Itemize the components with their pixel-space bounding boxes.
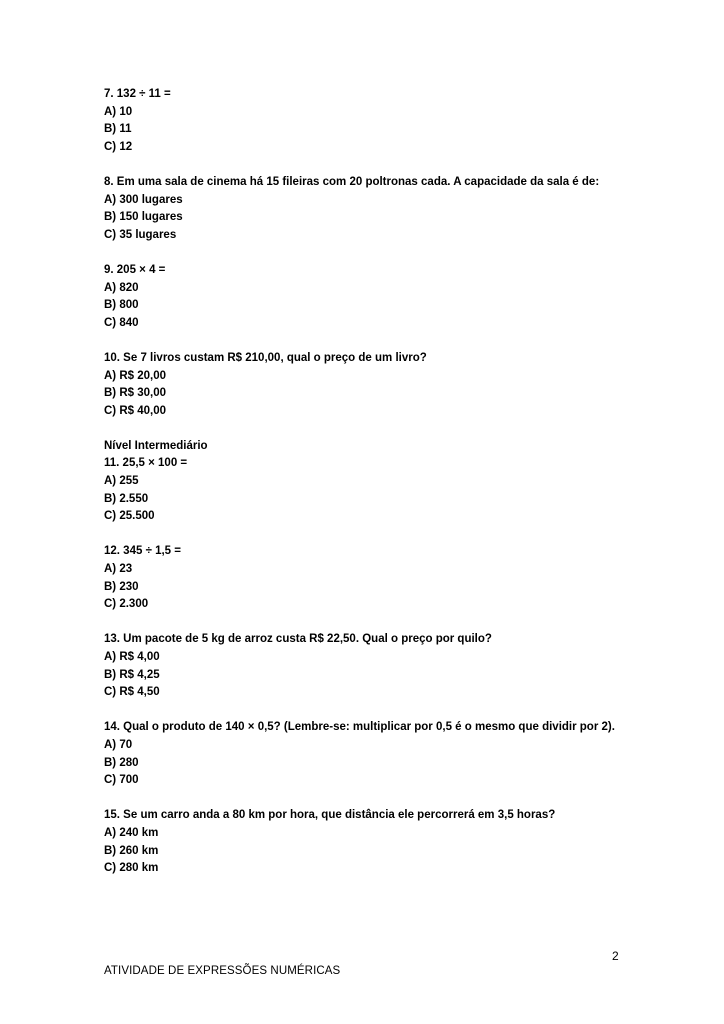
option-c: C) R$ 4,50 (104, 686, 160, 699)
option-b: B) 800 (104, 299, 139, 312)
option-b: B) 11 (104, 123, 132, 136)
option-c: C) R$ 40,00 (104, 404, 167, 417)
question-8 (104, 174, 624, 244)
question-stem: 15. Se um carro anda a 80 km por hora, que distância ele percorrerá em 3,5 horas? (104, 809, 556, 822)
option-c: C) 700 (104, 774, 139, 787)
option-b: B) 2.550 (104, 492, 149, 505)
page-footer: ATIVIDADE DE EXPRESSÕES NUMÉRICAS (104, 965, 341, 977)
option-c: C) 12 (104, 140, 133, 153)
option-a: A) 70 (104, 738, 133, 751)
question-11 (104, 455, 624, 525)
question-14 (104, 719, 624, 789)
option-b: B) 280 (104, 756, 139, 769)
option-b: B) 230 (104, 580, 139, 593)
option-c: C) 840 (104, 316, 139, 329)
option-a: A) R$ 4,00 (104, 651, 160, 663)
question-15 (104, 807, 624, 877)
question-stem: 9. 205 × 4 = (104, 263, 166, 276)
option-b: B) 260 km (104, 844, 159, 857)
page-number: 2 (612, 949, 619, 963)
option-b: B) 150 lugares (104, 211, 183, 224)
question-stem: 8. Em uma sala de cinema há 15 fileiras com 20 poltronas cada. A capacidade da sala é de: (104, 175, 600, 188)
question-10 (104, 350, 624, 420)
option-b: B) R$ 30,00 (104, 387, 167, 400)
option-a: A) 820 (104, 281, 139, 294)
question-stem: 7. 132 ÷ 11 = (104, 88, 171, 100)
option-a: A) 240 km (104, 826, 159, 839)
option-c: C) 2.300 (104, 598, 149, 611)
question-stem: 11. 25,5 × 100 = (104, 457, 188, 470)
option-a: A) 10 (104, 105, 133, 118)
question-stem: 12. 345 ÷ 1,5 = (104, 545, 181, 558)
question-9 (104, 262, 624, 332)
option-c: C) 25.500 (104, 510, 155, 523)
option-a: A) 255 (104, 475, 139, 488)
question-13 (104, 631, 624, 701)
question-7 (104, 86, 624, 156)
option-a: A) 23 (104, 563, 133, 576)
option-b: B) R$ 4,25 (104, 668, 160, 681)
section-title: Nível Intermediário (104, 439, 208, 452)
question-stem: 14. Qual o produto de 140 × 0,5? (Lembre-se: multiplicar por 0,5 é o mesmo que dividir por 2). (104, 721, 615, 734)
option-a: A) R$ 20,00 (104, 369, 167, 382)
question-stem: 13. Um pacote de 5 kg de arroz custa R$ 22,50. Qual o preço por quilo? (104, 633, 492, 646)
option-c: C) 35 lugares (104, 228, 177, 241)
option-c: C) 280 km (104, 862, 159, 875)
option-a: A) 300 lugares (104, 193, 183, 206)
worksheet-page (104, 86, 624, 878)
question-stem: 10. Se 7 livros custam R$ 210,00, qual o preço de um livro? (104, 351, 427, 364)
question-12 (104, 543, 624, 613)
